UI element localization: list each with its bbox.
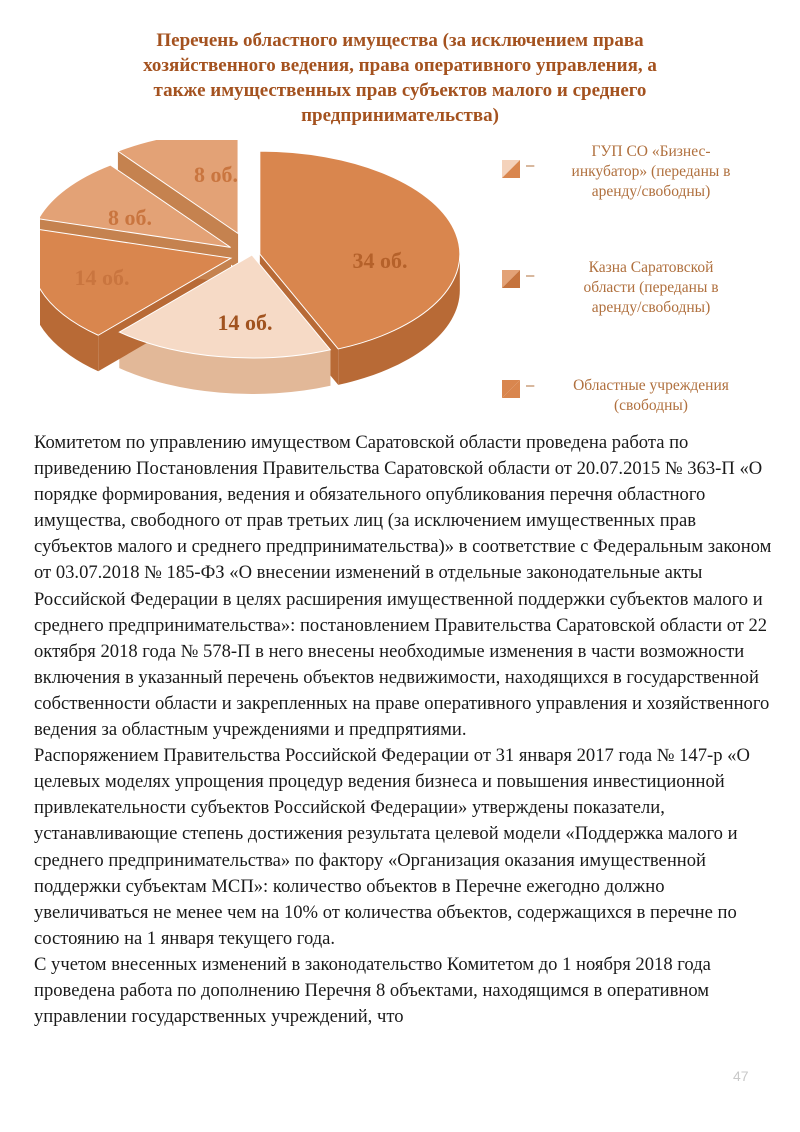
legend-label: Казна Саратовской области (переданы в аренду/свободны) (583, 259, 719, 316)
legend-swatch-treasury (502, 270, 520, 288)
pie-slice-label: 14 об. (74, 265, 130, 290)
body-paragraph: Комитетом по управлению имуществом Саратовской области проведена работа по приведению Постановления Правительства Саратовской области от 20.07.2015 № 363-П «О порядке формирования, ведения и обязательного опубликования перечня областного имущества, свободного от прав третьих лиц (за исключением имущественных прав субъектов малого и среднего предпринимательства)» в соответствие с Федеральным законом от 03.07.2018 № 185-ФЗ «О внесении изменений в отдельные законодательные акты Российской Федерации в целях расширения имущественной поддержки субъектов малого и среднего предпринимательства»: постановлением Правительства Саратовской области от 22 октября 2018 года № 578-П в него внесены необходимые изменения в части возможности включения в указанный перечень объектов недвижимости, находящихся в государственной собственности области и закрепленных на праве оперативного управления и хозяйственного ведения за областным учреждениями и предпрятиями. (34, 432, 772, 741)
body-paragraph: С учетом внесенных изменений в законодательство Комитетом до 1 ноября 2018 года проведена работа по дополнению Перечня 8 объектами, находящимся в оперативном управлении государственных учреждений, что (34, 953, 711, 1028)
legend-label: Областные учреждения (свободны) (573, 377, 729, 414)
pie-slice-label: 34 об. (352, 248, 408, 273)
legend-dash: – (526, 157, 535, 174)
pie-chart (40, 140, 500, 425)
legend-label: ГУП СО «Бизнес- инкубатор» (переданы в аренду/свободны) (571, 143, 731, 200)
body-paragraph: Распоряжением Правительства Российской Федерации от 31 января 2017 года № 147-р «О целевых моделях упрощения процедур ведения бизнеса и повышения инвестиционной привлекательности субъектов Российской Федерации» утверждены показатели, устанавливающие степень достижения результата целевой модели «Поддержка малого и среднего предпринимательства» по фактору «Организация оказания имущественной поддержки субъектам МСП»: количество объектов в Перечне ежегодно должно увеличиваться не менее чем на 10% от количества объектов, содержащихся в перечне по состоянию на 1 января текущего года. (34, 745, 750, 949)
page-title: Перечень областного имущества (за исключением права хозяйственного ведения, права оперативного управления, а также имущественных прав субъектов малого и среднего предпринимательства) (143, 30, 657, 126)
legend-swatch-business-incubator (502, 160, 520, 178)
body-text (34, 430, 774, 1030)
legend-item-business-incubator (498, 142, 758, 222)
pie-slice-label: 8 об. (194, 162, 238, 187)
legend-item-treasury (498, 258, 758, 338)
page-number: 47 (733, 1068, 749, 1084)
pie-slice-label: 14 об. (217, 310, 273, 335)
legend-dash: – (526, 267, 535, 284)
legend-dash: – (526, 377, 535, 394)
legend-swatch-regional-institutions (502, 380, 520, 398)
pie-slice-label: 8 об. (108, 205, 152, 230)
